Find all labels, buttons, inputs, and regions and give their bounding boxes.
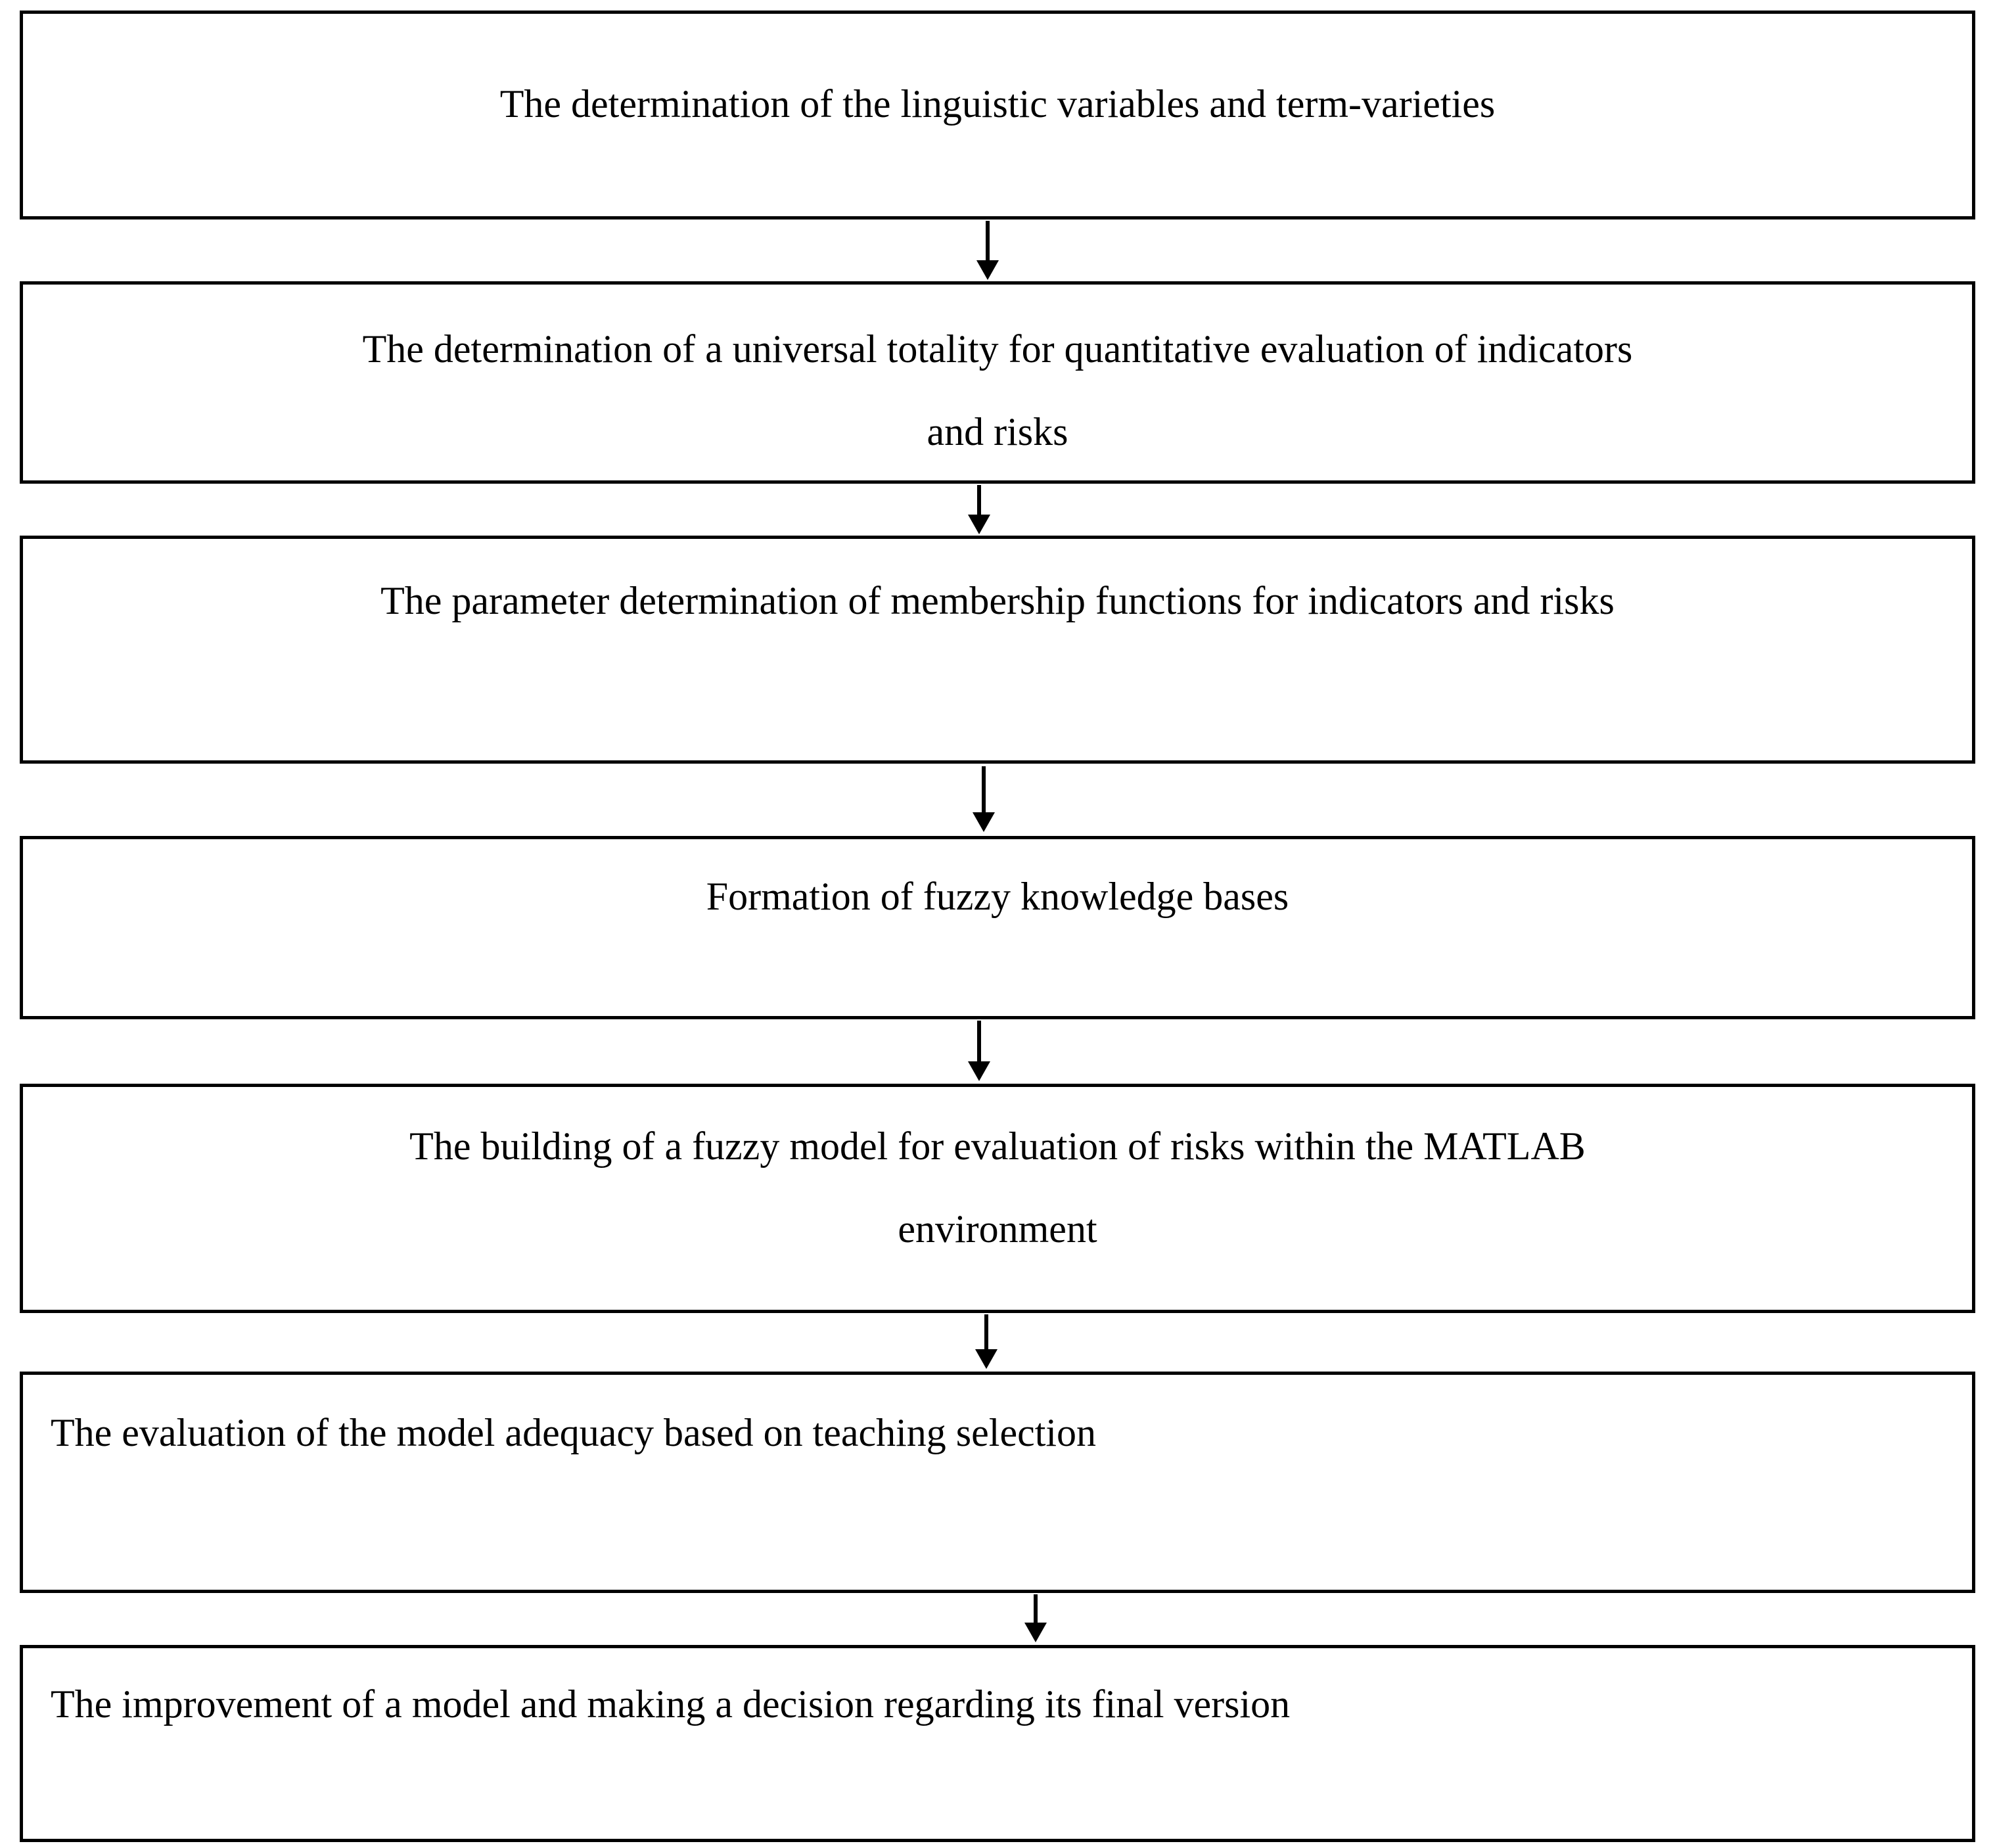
flow-step-2-text-line1: The determination of a universal totality for quantitative evaluation of indicators [362, 327, 1633, 371]
down-arrow-2 [977, 485, 981, 516]
down-arrow-3 [982, 766, 986, 814]
flow-step-3-text: The parameter determination of membership functions for indicators and risks [380, 579, 1615, 622]
flow-step-1-text: The determination of the linguistic variables and term-varieties [499, 82, 1496, 126]
down-arrow-4 [977, 1021, 981, 1063]
flow-step-2 [20, 281, 1975, 484]
flow-step-4 [20, 836, 1975, 1019]
flow-step-6 [20, 1372, 1975, 1593]
flow-step-7 [20, 1645, 1975, 1842]
flow-step-2-text-line2: and risks [927, 410, 1068, 453]
down-arrow-5 [984, 1314, 988, 1351]
flow-step-5-text-line2: environment [898, 1207, 1097, 1251]
flow-step-1 [20, 11, 1975, 219]
flow-step-6-text: The evaluation of the model adequacy based on teaching selection [51, 1411, 1097, 1454]
flow-step-5 [20, 1084, 1975, 1313]
flow-step-7-text: The improvement of a model and making a decision regarding its final version [51, 1682, 1291, 1726]
flow-step-4-text: Formation of fuzzy knowledge bases [706, 875, 1289, 918]
flow-step-5-text-line1: The building of a fuzzy model for evaluation of risks within the MATLAB [409, 1124, 1586, 1168]
down-arrow-6 [1034, 1594, 1038, 1624]
flow-step-3 [20, 536, 1975, 764]
down-arrow-1 [986, 221, 990, 262]
